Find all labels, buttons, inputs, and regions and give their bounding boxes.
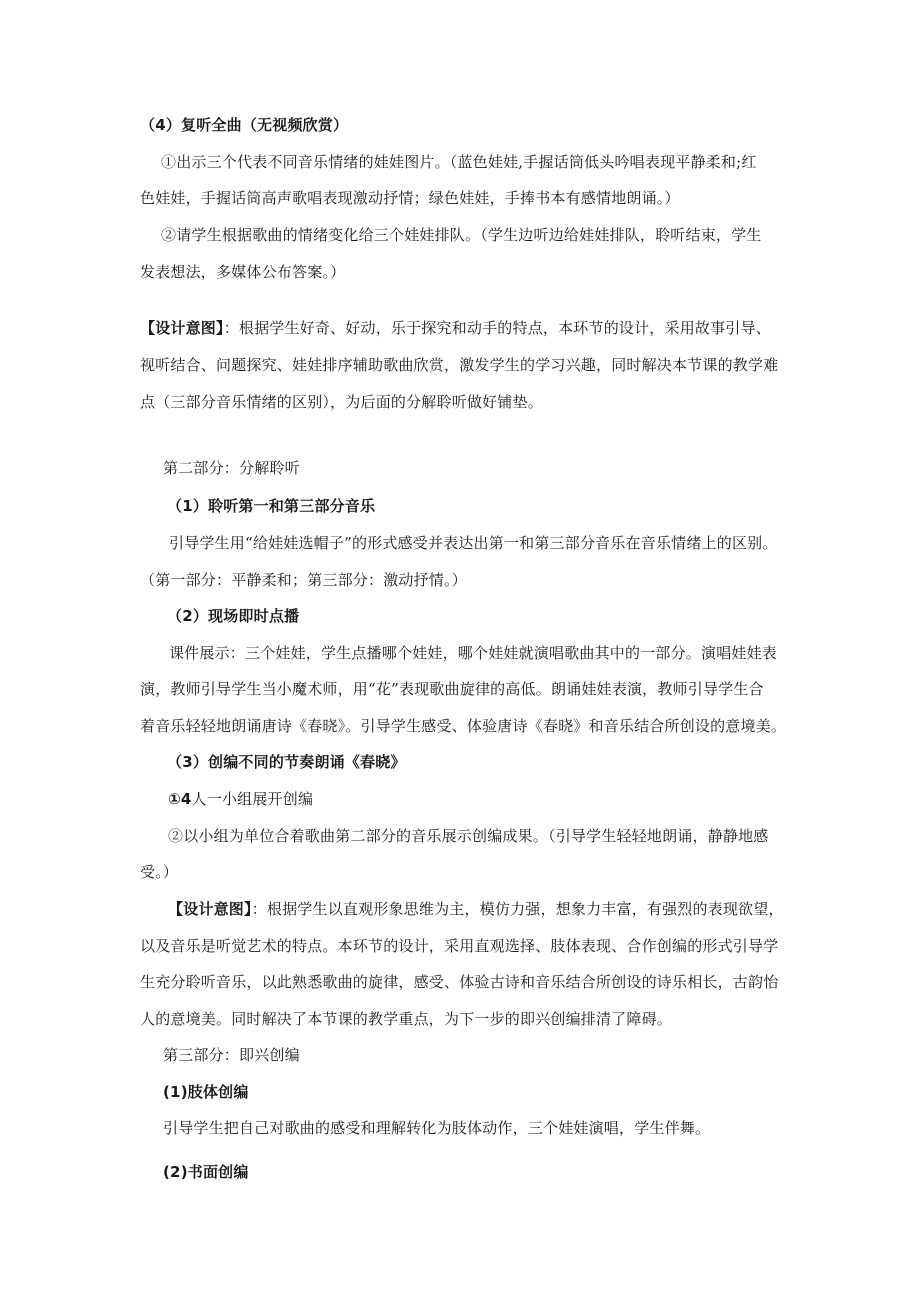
paragraph-line: 着音乐轻轻地朗诵唐诗《春晓》。引导学生感受、体验唐诗《春晓》和音乐结合所创设的意境美。 bbox=[140, 717, 787, 735]
paragraph-line: 点（三部分音乐情绪的区别），为后面的分解聆听做好铺垫。 bbox=[140, 393, 543, 411]
subsection-heading: （1）聆听第一和第三部分音乐 bbox=[167, 497, 376, 515]
paragraph-line: 视听结合、问题探究、娃娃排序辅助歌曲欣赏，激发学生的学习兴趣，同时解决本节课的教学难 bbox=[140, 356, 779, 374]
paragraph-line: ②请学生根据歌曲的情绪变化给三个娃娃排队。（学生边听边给娃娃排队，聆听结束，学生 bbox=[161, 226, 762, 244]
part-2-heading: 第二部分：分解聆听 bbox=[163, 459, 300, 477]
design-intent-paragraph-1 bbox=[140, 318, 771, 338]
paragraph-line: 演，教师引导学生当小魔术师，用“花”表现歌曲旋律的高低。朗诵娃娃表演，教师引导学生合 bbox=[140, 680, 764, 698]
paragraph-line: ①出示三个代表不同音乐情绪的娃娃图片。（蓝色娃娃,手握话筒低头吟唱表现平静柔和;红 bbox=[161, 153, 757, 171]
design-intent-label: 【设计意图】 bbox=[168, 900, 252, 918]
paragraph-line: 人的意境美。同时解决了本节课的教学重点，为下一步的即兴创编排清了障碍。 bbox=[140, 1010, 673, 1028]
subsection-heading: （3）创编不同的节奏朗诵《春晓》 bbox=[167, 753, 406, 771]
list-item-number: ①4 bbox=[168, 790, 192, 808]
subsection-heading: (1)肢体创编 bbox=[163, 1083, 249, 1101]
subsection-heading: （2）现场即时点播 bbox=[167, 607, 300, 625]
list-item bbox=[168, 789, 313, 809]
paragraph-line: 引导学生用“给娃娃选帽子”的形式感受并表达出第一和第三部分音乐在音乐情绪上的区别。 bbox=[169, 534, 778, 552]
paragraph-text: ：根据学生好奇、好动，乐于探究和动手的特点，本环节的设计，采用故事引导、 bbox=[223, 319, 771, 337]
paragraph-line: 以及音乐是听觉艺术的特点。本环节的设计，采用直观选择、肢体表现、合作创编的形式引导学 bbox=[140, 937, 779, 955]
paragraph-line: 课件展示：三个娃娃，学生点播哪个娃娃，哪个娃娃就演唱歌曲其中的一部分。演唱娃娃表 bbox=[169, 644, 778, 662]
design-intent-label: 【设计意图】 bbox=[140, 319, 224, 337]
paragraph-line: 受。） bbox=[140, 863, 179, 881]
section-4-heading: （4）复听全曲（无视频欣赏） bbox=[140, 116, 349, 134]
list-item-text: 人一小组展开创编 bbox=[191, 790, 314, 808]
paragraph-line: 引导学生把自己对歌曲的感受和理解转化为肢体动作，三个娃娃演唱，学生伴舞。 bbox=[163, 1119, 711, 1137]
paragraph-text: ：根据学生以直观形象思维为主，模仿力强，想象力丰富，有强烈的表现欲望， bbox=[251, 900, 784, 918]
subsection-heading: (2)书面创编 bbox=[163, 1163, 249, 1181]
part-3-heading: 第三部分：即兴创编 bbox=[163, 1046, 300, 1064]
paragraph-line: 色娃娃，手握话筒高声歌唱表现激动抒情；绿色娃娃，手捧书本有感情地朗诵。） bbox=[140, 189, 680, 207]
paragraph-line: ②以小组为单位合着歌曲第二部分的音乐展示创编成果。（引导学生轻轻地朗诵，静静地感 bbox=[168, 827, 769, 845]
design-intent-paragraph-2 bbox=[168, 899, 784, 919]
paragraph-line: 生充分聆听音乐，以此熟悉歌曲的旋律，感受、体验古诗和音乐结合所创设的诗乐相长，古韵怡 bbox=[140, 973, 779, 991]
paragraph-line: （第一部分：平静柔和；第三部分：激动抒情。） bbox=[140, 571, 467, 589]
paragraph-line: 发表想法，多媒体公布答案。） bbox=[140, 263, 346, 281]
